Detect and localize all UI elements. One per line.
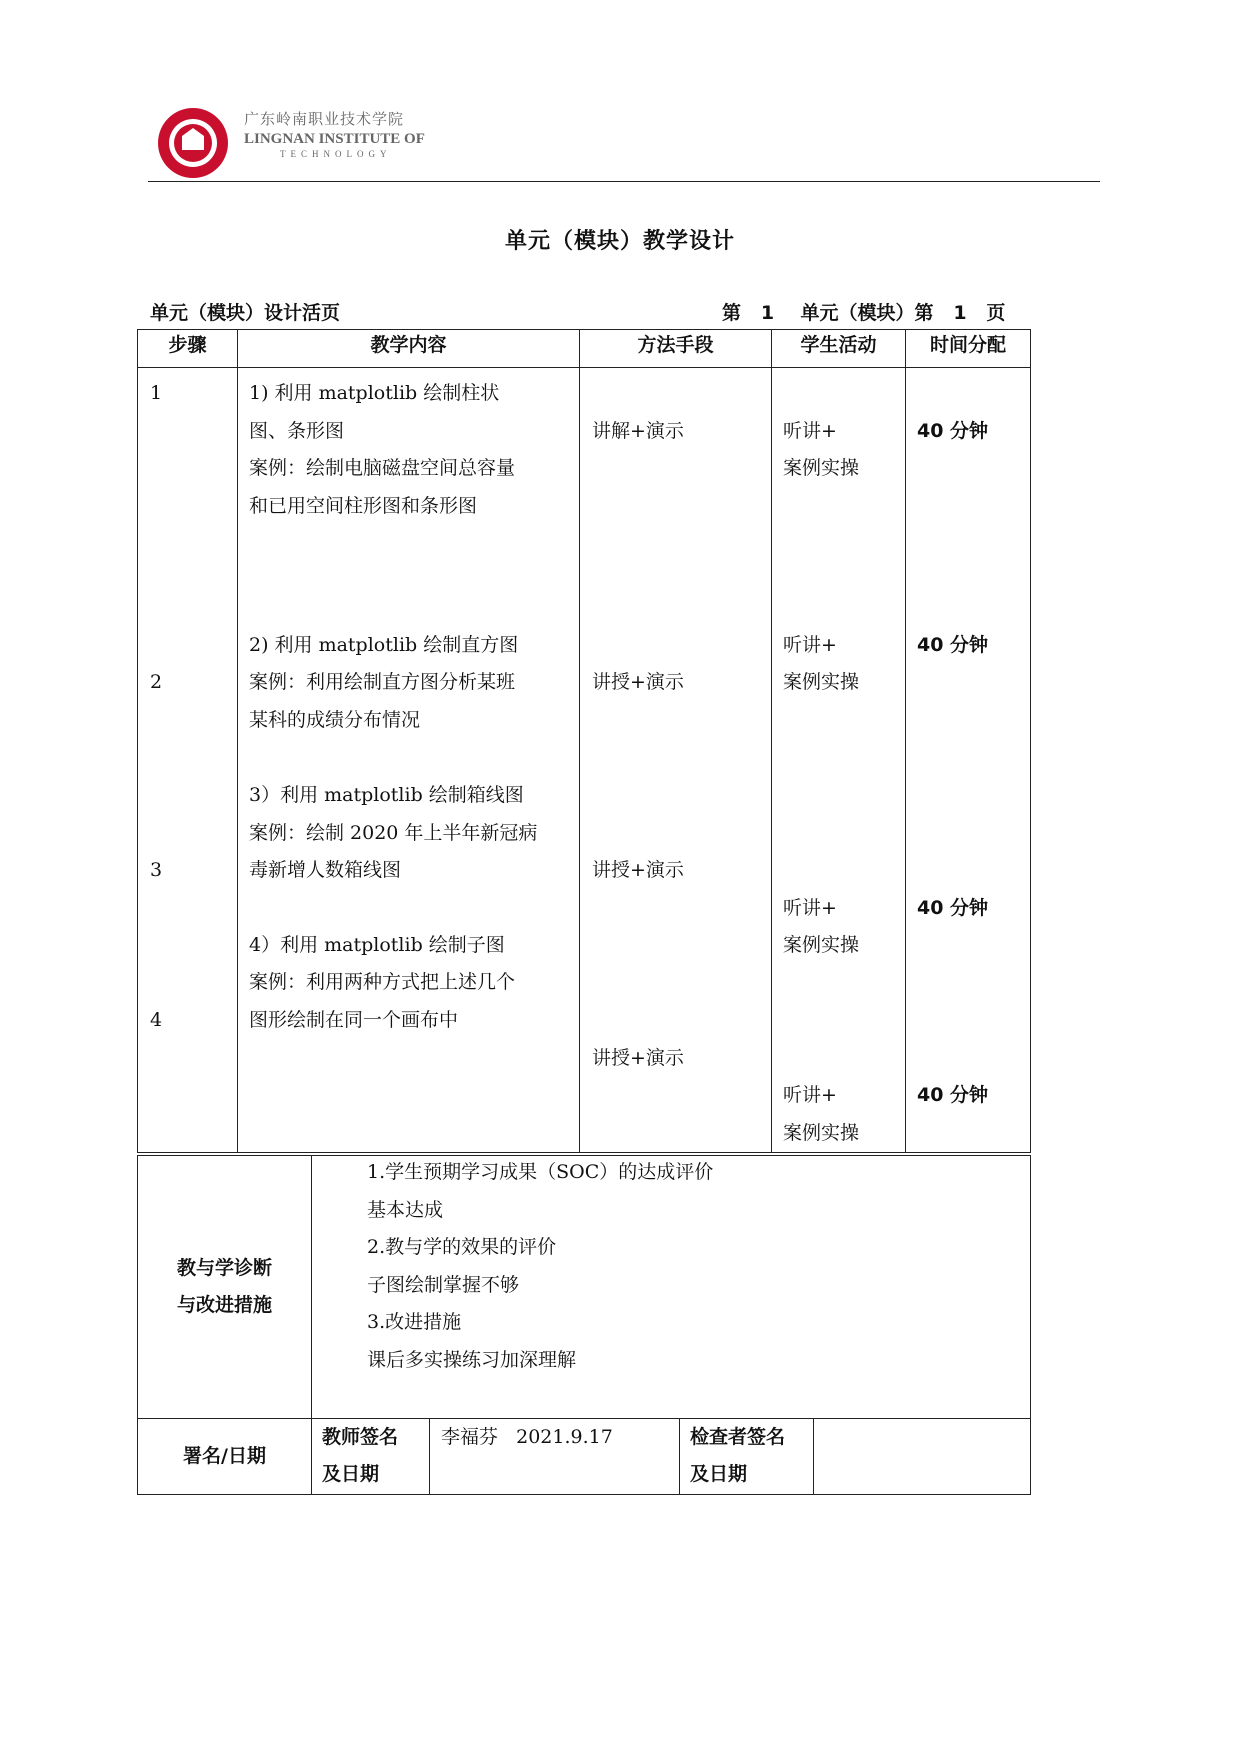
time-text: 40 分钟 bbox=[917, 420, 989, 442]
content-line: 2) 利用 matplotlib 绘制直方图 bbox=[249, 634, 519, 656]
method-text: 讲解+演示 bbox=[592, 420, 684, 442]
diagnosis-label-cell bbox=[138, 1156, 312, 1419]
teaching-design-table bbox=[137, 329, 1031, 1153]
diagnosis-line: 基本达成 bbox=[367, 1199, 444, 1221]
teacher-label-line1: 教师签名 bbox=[322, 1426, 399, 1448]
method-cell bbox=[580, 368, 772, 1153]
teacher-label-line2: 及日期 bbox=[322, 1463, 380, 1485]
header-method: 方法手段 bbox=[580, 330, 772, 368]
diagnosis-row bbox=[138, 1156, 1031, 1419]
table-header-row bbox=[138, 330, 1031, 368]
activity-text: 案例实操 bbox=[783, 457, 860, 479]
content-line: 图、条形图 bbox=[249, 420, 345, 442]
checker-label-line2: 及日期 bbox=[690, 1463, 748, 1485]
content-line: 某科的成绩分布情况 bbox=[249, 709, 421, 731]
step-number: 4 bbox=[150, 1009, 163, 1031]
school-logo-icon bbox=[156, 106, 230, 180]
signature-row bbox=[138, 1419, 1031, 1495]
header-divider bbox=[148, 181, 1100, 182]
table-body-row bbox=[138, 368, 1031, 1153]
teacher-label-cell bbox=[312, 1419, 430, 1495]
time-text: 40 分钟 bbox=[917, 897, 989, 919]
content-line: 3）利用 matplotlib 绘制箱线图 bbox=[249, 784, 524, 806]
diagnosis-content-cell bbox=[312, 1156, 1031, 1419]
signature-label: 署名/日期 bbox=[183, 1445, 266, 1467]
signature-label-cell bbox=[138, 1419, 312, 1495]
school-name-en: LINGNAN INSTITUTE OF bbox=[244, 131, 425, 147]
content-line: 图形绘制在同一个画布中 bbox=[249, 1009, 459, 1031]
content-line: 案例：绘制电脑磁盘空间总容量 bbox=[249, 457, 516, 479]
diagnosis-line: 2.教与学的效果的评价 bbox=[367, 1236, 557, 1258]
header-activity: 学生活动 bbox=[772, 330, 906, 368]
method-text: 讲授+演示 bbox=[592, 859, 684, 881]
diagnosis-label-line2: 与改进措施 bbox=[176, 1294, 272, 1316]
steps-cell bbox=[138, 368, 238, 1153]
activity-text: 听讲+ bbox=[783, 634, 837, 656]
activity-text: 案例实操 bbox=[783, 1122, 860, 1144]
school-name-en-line2: TECHNOLOGY bbox=[280, 149, 392, 159]
checker-label-line1: 检查者签名 bbox=[690, 1426, 786, 1448]
diagnosis-line: 1.学生预期学习成果（SOC）的达成评价 bbox=[367, 1161, 714, 1183]
time-text: 40 分钟 bbox=[917, 634, 989, 656]
header-content: 教学内容 bbox=[238, 330, 580, 368]
diagnosis-line: 子图绘制掌握不够 bbox=[367, 1274, 520, 1296]
diagnosis-line: 3.改进措施 bbox=[367, 1311, 462, 1333]
content-line: 毒新增人数箱线图 bbox=[249, 859, 402, 881]
time-text: 40 分钟 bbox=[917, 1084, 989, 1106]
activity-cell bbox=[772, 368, 906, 1153]
content-line: 和已用空间柱形图和条形图 bbox=[249, 495, 478, 517]
step-number: 3 bbox=[150, 859, 163, 881]
school-name-cn: 广东岭南职业技术学院 bbox=[244, 110, 405, 128]
activity-text: 案例实操 bbox=[783, 934, 860, 956]
subtitle-right: 第 1 单元（模块）第 1 页 bbox=[722, 302, 1006, 324]
activity-text: 听讲+ bbox=[783, 1084, 837, 1106]
document-title: 单元（模块）教学设计 bbox=[504, 229, 735, 254]
teacher-signature-cell bbox=[430, 1419, 680, 1495]
header-step: 步骤 bbox=[138, 330, 238, 368]
content-line: 案例：绘制 2020 年上半年新冠病 bbox=[249, 822, 538, 844]
method-text: 讲授+演示 bbox=[592, 671, 684, 693]
method-text: 讲授+演示 bbox=[592, 1047, 684, 1069]
content-line: 1) 利用 matplotlib 绘制柱状 bbox=[249, 382, 500, 404]
content-line: 案例：利用两种方式把上述几个 bbox=[249, 971, 516, 993]
step-number: 2 bbox=[150, 671, 163, 693]
time-cell bbox=[906, 368, 1031, 1153]
activity-text: 听讲+ bbox=[783, 897, 837, 919]
diagnosis-line: 课后多实操练习加深理解 bbox=[367, 1349, 577, 1371]
page-header bbox=[148, 100, 1098, 182]
content-cell bbox=[238, 368, 580, 1153]
content-line: 案例：利用绘制直方图分析某班 bbox=[249, 671, 516, 693]
header-time: 时间分配 bbox=[906, 330, 1031, 368]
diagnosis-label-line1: 教与学诊断 bbox=[176, 1257, 272, 1279]
school-name bbox=[244, 108, 425, 159]
diagnosis-signature-table bbox=[137, 1155, 1031, 1495]
teacher-signature-value: 李福芬 2021.9.17 bbox=[441, 1426, 613, 1448]
activity-text: 听讲+ bbox=[783, 420, 837, 442]
activity-text: 案例实操 bbox=[783, 671, 860, 693]
checker-signature-cell bbox=[814, 1419, 1031, 1495]
content-line: 4）利用 matplotlib 绘制子图 bbox=[249, 934, 505, 956]
checker-label-cell bbox=[680, 1419, 814, 1495]
subtitle-left: 单元（模块）设计活页 bbox=[150, 302, 341, 324]
step-number: 1 bbox=[150, 382, 163, 404]
